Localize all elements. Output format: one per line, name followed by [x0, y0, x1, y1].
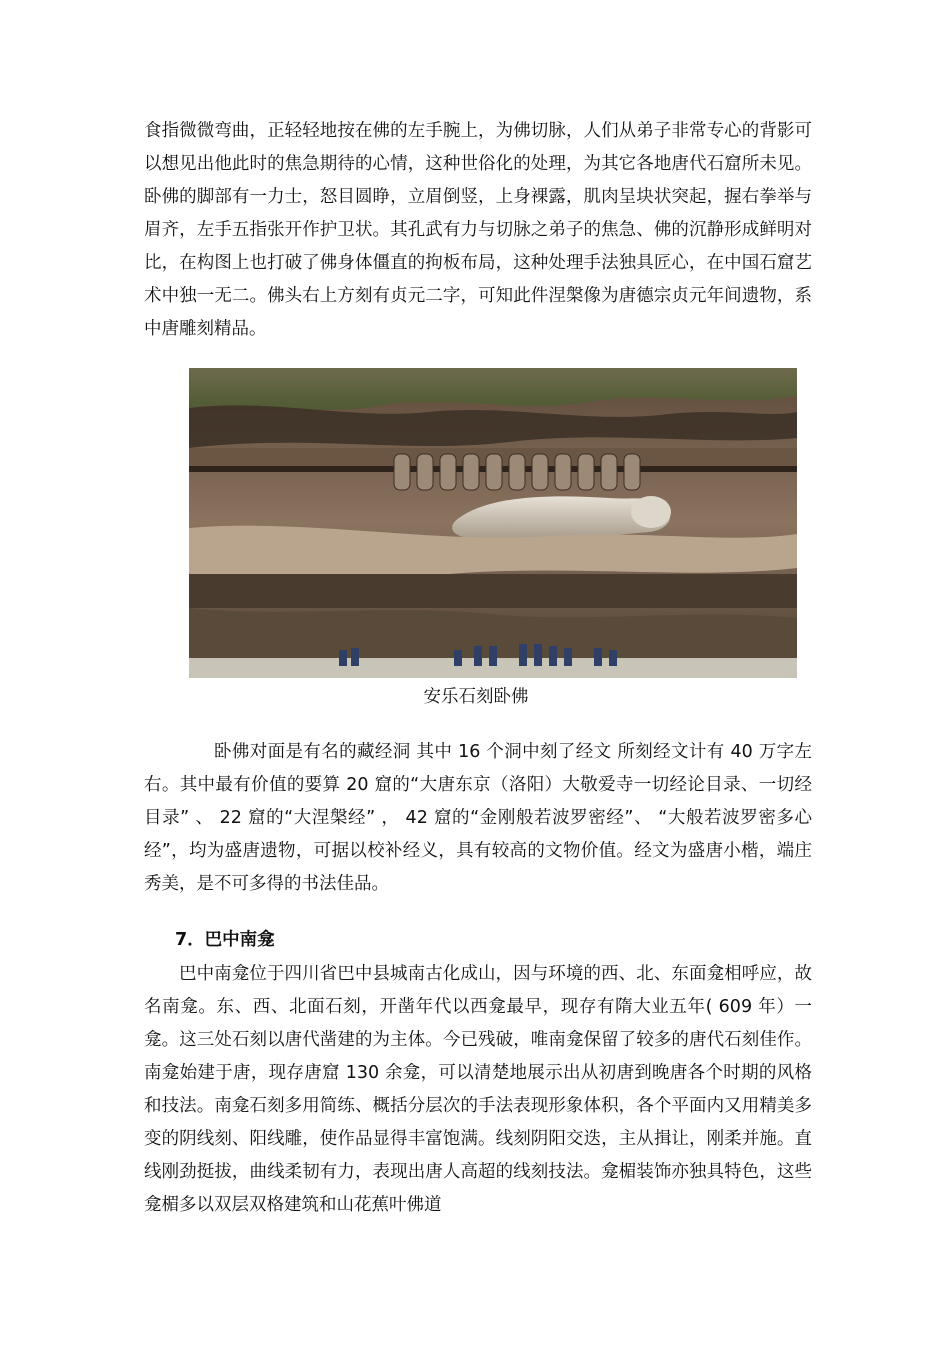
- figure-caption: 安乐石刻卧佛: [423, 687, 529, 707]
- paragraph-bazhong-nankan: 巴中南龛位于四川省巴中县城南古化成山，因与环境的西、北、东面龛相呼应，故名南龛。东、西、北面石刻，开凿年代以西龛最早，现存有隋大业五年( 609 年）一龛。这三处石刻以唐代凿建的为主体。今已残破，唯南龛保留了较多的唐代石刻佳作。南龛始建于唐，现存唐窟 130 余龛，可以清楚地展示出从初唐到晚唐各个时期的风格和技法。南龛石刻多用简练、概括分层次的手法表现形象体积，各个平面内又用精美多变的阴线刻、阳线雕，使作品显得丰富饱满。线刻阴阳交迭，主从揖让，刚柔并施。直线刚劲挺拔，曲线柔韧有力，表现出唐人高超的线刻技法。龛楣装饰亦独具特色，这些龛楣多以双层双格建筑和山花蕉叶佛道: [144, 964, 812, 1215]
- reclining-buddha-photo: [189, 368, 797, 678]
- paragraph-sutra-cave: 卧佛对面是有名的藏经洞 其中 16 个洞中刻了经文 所刻经文计有 40 万字左右。其中最有价值的要算 20 窟的“大唐东京（洛阳）大敬爱寺一切经论目录、一切经目录” 、 22 窟的“大涅槃经” ， 42 窟的“金刚般若波罗密经”、 “大般若波罗密多心经”，均为盛唐遗物，可据以校补经义，具有较高的文物价值。经文为盛唐小楷，端庄秀美，是不可多得的书法佳品。: [144, 742, 812, 894]
- reclining-buddha-illustration: [189, 368, 797, 678]
- section-number: 7: [175, 930, 188, 950]
- section-heading: [175, 924, 275, 957]
- paragraph-reclining-buddha-description: 食指微微弯曲，正轻轻地按在佛的左手腕上，为佛切脉，人们从弟子非常专心的背影可以想见出他此时的焦急期待的心情，这种世俗化的处理，为其它各地唐代石窟所未见。卧佛的脚部有一力士，怒目圆睁，立眉倒竖，上身裸露，肌肉呈块状突起，握右拳举与眉齐，左手五指张开作护卫状。其孔武有力与切脉之弟子的焦急、佛的沉静形成鲜明对比，在构图上也打破了佛身体僵直的拘板布局，这种处理手法独具匠心，在中国石窟艺术中独一无二。佛头右上方刻有贞元二字，可知此件涅槃像为唐德宗贞元年间遗物，系中唐雕刻精品。: [144, 121, 812, 339]
- section-title: ．巴中南龛: [187, 930, 275, 950]
